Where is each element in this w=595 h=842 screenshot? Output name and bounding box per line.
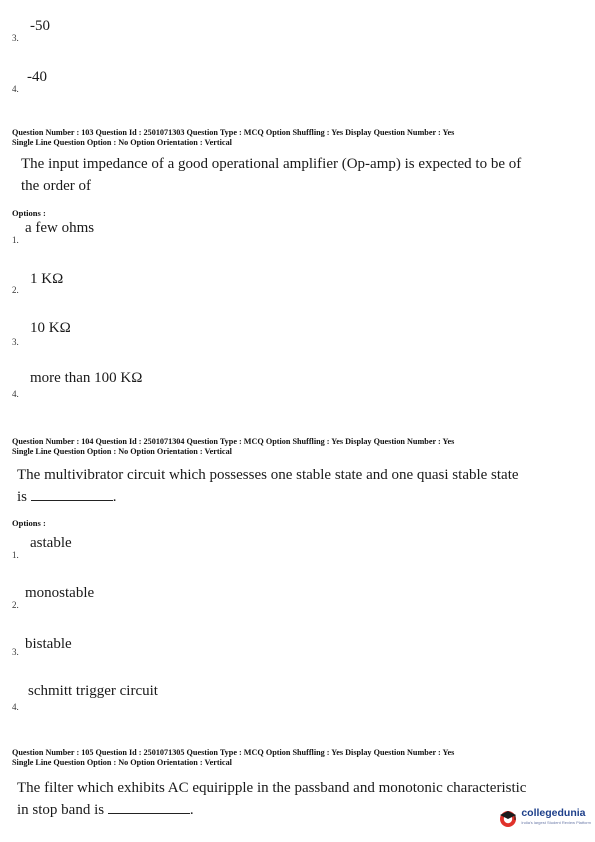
watermark-tagline: India's largest Student Review Platform [521,820,591,825]
q103-option-3-text: 10 KΩ [30,320,71,336]
answer-blank [31,490,113,501]
question-103-meta [12,128,454,147]
question-text-line-1: The filter which exhibits AC equiripple in the passband and monotonic characteristic [17,780,527,796]
question-104-text [17,464,519,508]
options-label: Options : [12,518,46,528]
question-meta-line-1: Question Number : 103 Question Id : 2501071303 Question Type : MCQ Option Shuffling : Yes Display Question Number : Yes [12,128,455,137]
q103-option-4-number: 4. [12,389,19,399]
prev-option-3-number: 3. [12,33,19,43]
prev-option-4-number: 4. [12,84,19,94]
question-text-line-2-end: . [112,489,117,505]
prev-option-4-text: -40 [27,69,47,85]
question-text-line-2 [17,799,526,821]
question-text-line-1: The multivibrator circuit which possesses one stable state and one quasi stable state [17,467,519,483]
q104-option-3-text: bistable [25,636,72,652]
question-103-text [21,153,521,197]
prev-option-3-text: -50 [30,18,50,34]
question-105-text [17,777,526,821]
question-meta-line-1: Question Number : 104 Question Id : 2501071304 Question Type : MCQ Option Shuffling : Yes Display Question Number : Yes [12,437,455,446]
question-meta-line-2: Single Line Question Option : No Option Orientation : Vertical [12,757,232,767]
q104-option-2-text: monostable [25,585,95,601]
question-meta-line-2: Single Line Question Option : No Option Orientation : Vertical [12,137,232,147]
q104-option-4-number: 4. [12,702,19,712]
question-text-line-2: the order of [21,178,91,194]
question-meta-line-1: Question Number : 105 Question Id : 2501071305 Question Type : MCQ Option Shuffling : Yes Display Question Number : Yes [12,748,455,757]
question-104-meta [12,437,454,456]
question-text-line-2-end: . [189,802,194,818]
q104-option-2-number: 2. [12,600,19,610]
q104-option-1-number: 1. [12,550,19,560]
q103-option-1-number: 1. [12,235,19,245]
question-text-line-2-start: is [17,489,28,505]
q104-option-1-text: astable [30,535,72,551]
answer-blank [108,803,190,814]
q104-option-3-number: 3. [12,647,19,657]
question-105-meta [12,748,454,767]
question-text-line-2 [17,486,519,508]
watermark-name: collegedunia [521,807,586,819]
q103-option-4-text: more than 100 KΩ [30,370,143,386]
collegedunia-watermark [498,808,591,828]
q103-option-3-number: 3. [12,337,19,347]
q103-option-1-text: a few ohms [25,220,95,236]
options-label: Options : [12,208,46,218]
question-text-line-2-start: in stop band is [17,802,105,818]
question-text-line-1: The input impedance of a good operational amplifier (Op-amp) is expected to be of [21,156,522,172]
graduate-cap-icon [498,808,518,828]
q103-option-2-text: 1 KΩ [30,271,64,287]
question-meta-line-2: Single Line Question Option : No Option Orientation : Vertical [12,446,232,456]
q103-option-2-number: 2. [12,285,19,295]
q104-option-4-text: schmitt trigger circuit [28,683,158,699]
